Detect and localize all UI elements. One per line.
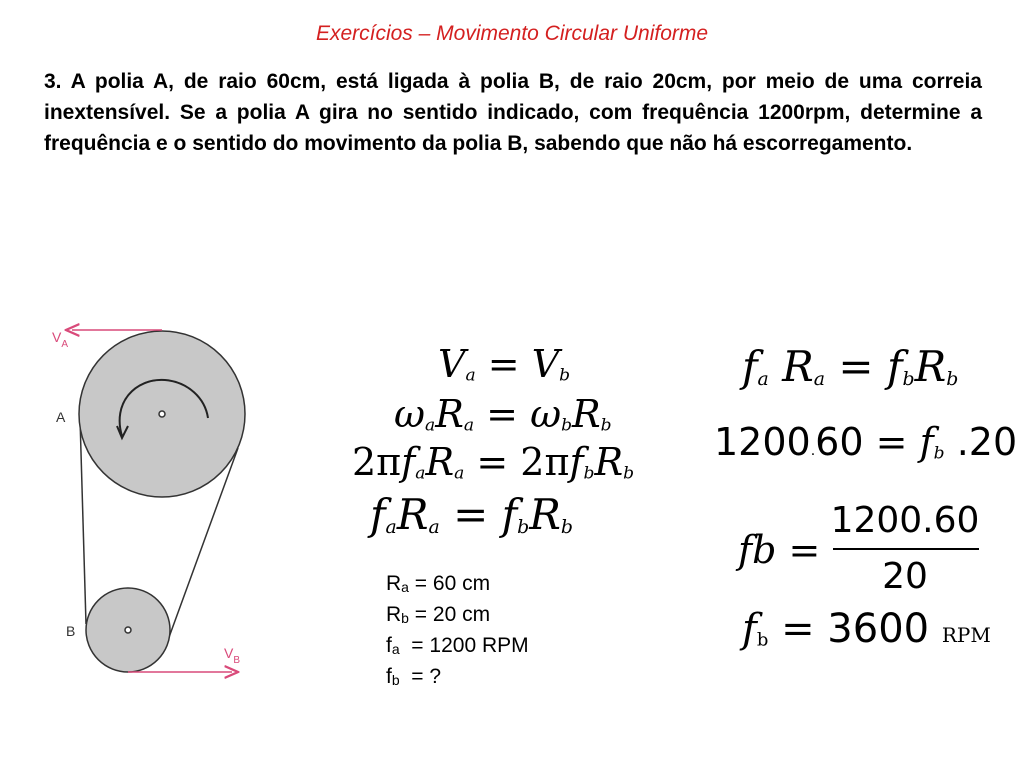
given-fa: $f_a = 1200$ RPM [386,634,529,657]
fraction-bar [833,548,979,550]
equation-frequency-radius: $f_aR_a = f_bR_b$ [370,490,573,539]
pulley-diagram [40,318,270,718]
label-a: A [56,409,66,425]
equation-angular: $\omega_aR_a = \omega_bR_b$ [394,392,612,436]
belt-left [80,418,86,624]
equation-right-2: $1200.60 = f_b$ .20 [714,420,1018,464]
equation-right-1: $f_a$ $R_a = f_bR_b$ [742,342,959,391]
slide-title: Exercícios – Movimento Circular Uniforme [315,22,709,45]
problem-statement: 3. A polia A, de raio 60cm, está ligada à polia B, de raio 20cm, por meio de uma correia inextensível. Se a polia A gira no sentido indicado, com frequência 1200rpm, determine a frequência e o sentido do movimento da polia B, sabendo que não há escorregamento. [44,70,982,155]
given-rb: $R_b = 20$ cm [386,603,491,626]
equation-velocity: $V_a = V_b$ [438,342,571,386]
pulley-a-center [159,411,165,417]
label-b: B [66,623,76,639]
velocity-a-label: $V_A$ [52,329,69,350]
given-ra: $R_a = 60$ cm [386,572,491,595]
equation-right-3-lhs: fb = [738,528,821,572]
velocity-b-label: $V_B$ [224,645,241,666]
pulley-b-center [125,627,131,633]
fraction-denominator: 20 [882,556,928,597]
equation-right-4: $f_b = 3600$ RPM [742,606,991,652]
given-fb: $f_b$ = ? [386,665,442,688]
fraction-numerator: 1200.60 [830,500,980,541]
equation-frequency-2pi: $2\pi f_aR_a = 2\pi f_bR_b$ [352,440,635,484]
